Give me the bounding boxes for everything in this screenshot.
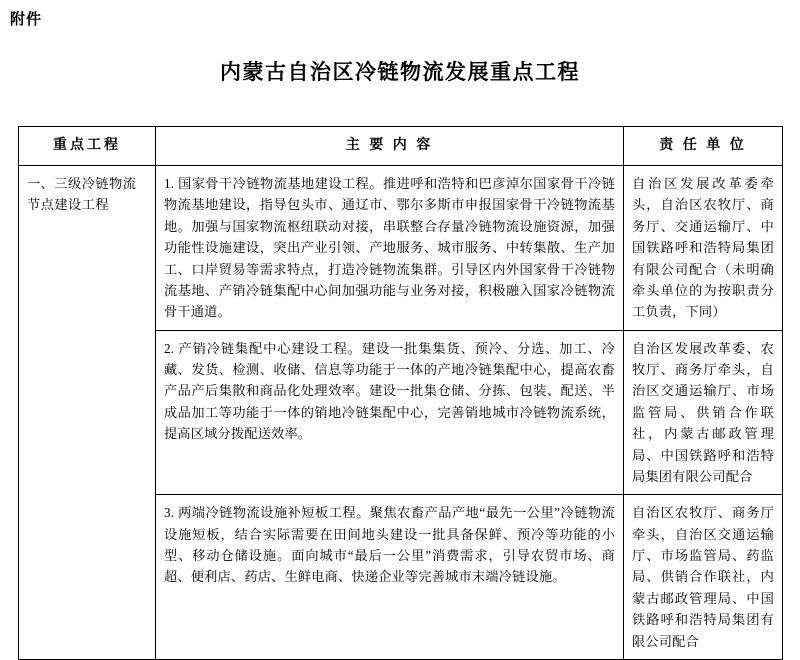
cell-responsible-unit: 自治区农牧厅、商务厅牵头，自治区交通运输厅、市场监管局、药监局、供销合作联社，内蒙古邮政管理局、中国铁路呼和浩特局集团有限公司配合: [624, 495, 783, 660]
key-projects-table: [18, 126, 783, 660]
column-header-project: 重点工程: [19, 127, 156, 166]
key-projects-table-wrapper: [18, 126, 782, 660]
attachment-label: 附件: [10, 12, 43, 28]
cell-responsible-unit: 自治区发展改革委牵头，自治区农牧厅、商务厅、交通运输厅、中国铁路呼和浩特局集团有限公司配合（未明确牵头单位的为按职责分工负责，下同）: [624, 166, 783, 331]
cell-content: 1. 国家骨干冷链物流基地建设工程。推进呼和浩特和巴彦淖尔国家骨干冷链物流基地建设，指导包头市、通辽市、鄂尔多斯市申报国家骨干冷链物流基地。加强与国家物流枢纽联动对接，串联整合存量冷链物流设施资源，加强功能性设施建设，突出产业引领、产地服务、城市服务、中转集散、生产加工、口岸贸易等需求特点，打造冷链物流集群。引导区内外国家骨干冷链物流基地、产销冷链集配中心间加强功能与业务对接，积极融入国家冷链物流骨干通道。: [156, 166, 624, 331]
table-header-row: [19, 127, 783, 166]
table-row: [19, 166, 783, 331]
page-title: 内蒙古自治区冷链物流发展重点工程: [220, 60, 580, 84]
cell-content: 2. 产销冷链集配中心建设工程。建设一批集集货、预冷、分选、加工、冷藏、发货、检测、收储、信息等功能于一体的产地冷链集配中心，提高农畜产品产后集散和商品化处理效率。建设一批集仓储、分拣、包装、配送、半成品加工等功能于一体的销地冷链集配中心，完善销地城市冷链物流系统，提高区域分拨配送效率。: [156, 330, 624, 495]
column-header-unit: 责 任 单 位: [624, 127, 783, 166]
column-header-content: 主 要 内 容: [156, 127, 624, 166]
cell-responsible-unit: 自治区发展改革委、农牧厅、商务厅牵头，自治区交通运输厅、市场监管局、供销合作联社，内蒙古邮政管理局、中国铁路呼和浩特局集团有限公司配合: [624, 330, 783, 495]
cell-content: 3. 两端冷链物流设施补短板工程。聚焦农畜产品产地“最先一公里”冷链物流设施短板，结合实际需要在田间地头建设一批具备保鲜、预冷等功能的小型、移动仓储设施。面向城市“最后一公里”消费需求，引导农贸市场、商超、便利店、药店、生鲜电商、快递企业等完善城市末端冷链设施。: [156, 495, 624, 660]
cell-project-name: 一、三级冷链物流节点建设工程: [19, 166, 156, 660]
